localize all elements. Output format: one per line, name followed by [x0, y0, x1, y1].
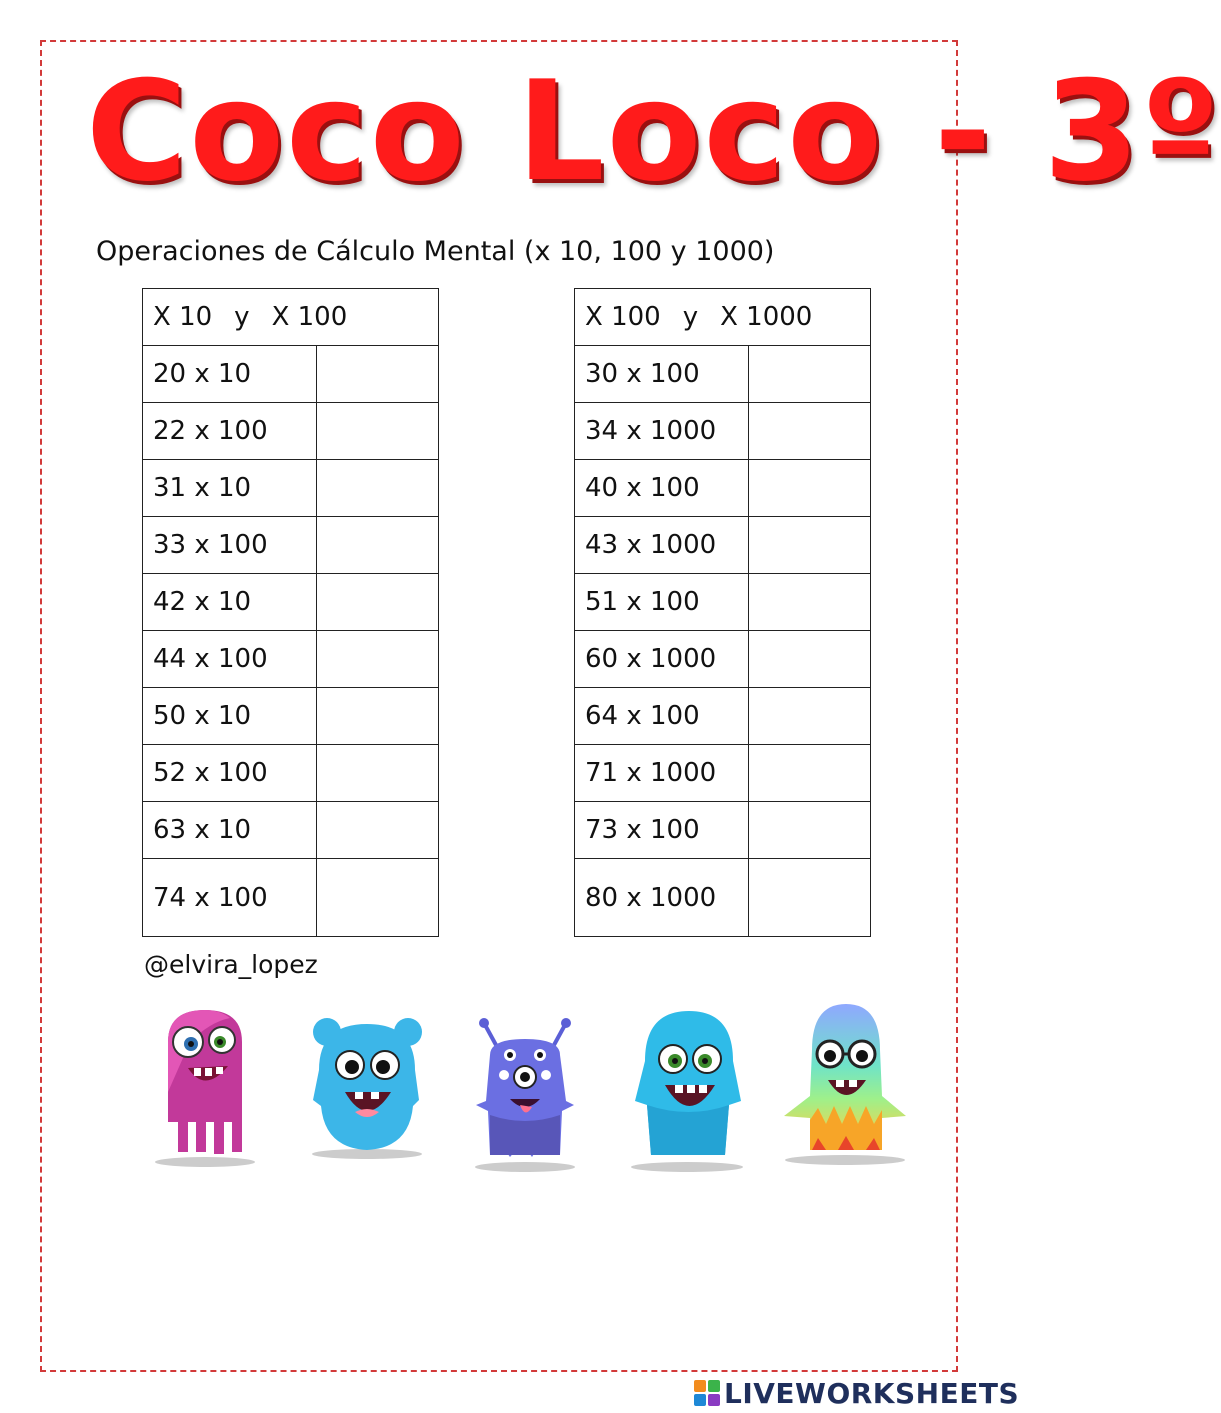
operation-cell: 64 x 100: [575, 688, 749, 745]
answer-input[interactable]: [316, 802, 438, 859]
operation-cell: 60 x 1000: [575, 631, 749, 688]
operation-cell: 20 x 10: [143, 346, 317, 403]
table-row: [575, 346, 871, 403]
answer-input[interactable]: [749, 460, 871, 517]
table-row: [143, 517, 439, 574]
operation-cell: 63 x 10: [143, 802, 317, 859]
operation-cell: 33 x 100: [143, 517, 317, 574]
table-row: [143, 460, 439, 517]
table-row: [575, 460, 871, 517]
worksheet-subtitle: Operaciones de Cálculo Mental (x 10, 100 y 1000): [96, 236, 775, 267]
logo-squares-icon: [694, 1380, 720, 1406]
operation-cell: 44 x 100: [143, 631, 317, 688]
operation-cell: 42 x 10: [143, 574, 317, 631]
operation-cell: 31 x 10: [143, 460, 317, 517]
table-row: [575, 574, 871, 631]
operation-cell: 50 x 10: [143, 688, 317, 745]
operation-cell: 43 x 1000: [575, 517, 749, 574]
brand-name: LIVEWORKSHEETS: [724, 1376, 1020, 1410]
table-row: [143, 631, 439, 688]
table-row: [575, 745, 871, 802]
answer-input[interactable]: [316, 745, 438, 802]
answer-input[interactable]: [316, 460, 438, 517]
operation-cell: 40 x 100: [575, 460, 749, 517]
operation-cell: 34 x 1000: [575, 403, 749, 460]
table-row: [575, 688, 871, 745]
answer-input[interactable]: [316, 346, 438, 403]
table-header: X 100 y X 1000: [575, 289, 871, 346]
table-row: [575, 403, 871, 460]
answer-input[interactable]: [749, 403, 871, 460]
table-row: [143, 745, 439, 802]
answer-input[interactable]: [749, 346, 871, 403]
table-row: [143, 802, 439, 859]
worksheet-title: Coco Loco - 3º: [86, 51, 1221, 212]
table-row: [143, 574, 439, 631]
operation-cell: 51 x 100: [575, 574, 749, 631]
table-x10-x100: [142, 288, 439, 937]
table-row: [575, 802, 871, 859]
table-row: [143, 346, 439, 403]
answer-input[interactable]: [749, 517, 871, 574]
table-row: [143, 859, 439, 937]
operation-cell: 80 x 1000: [575, 859, 749, 937]
operation-cell: 73 x 100: [575, 802, 749, 859]
answer-input[interactable]: [316, 403, 438, 460]
answer-input[interactable]: [749, 688, 871, 745]
operation-cell: 30 x 100: [575, 346, 749, 403]
operation-cell: 22 x 100: [143, 403, 317, 460]
answer-input[interactable]: [316, 574, 438, 631]
operation-cell: 71 x 1000: [575, 745, 749, 802]
rainbow-monster-with-glasses-icon: [778, 1000, 913, 1168]
liveworksheets-logo: [694, 1377, 1019, 1409]
answer-input[interactable]: [749, 859, 871, 937]
table-row: [575, 517, 871, 574]
answer-input[interactable]: [749, 574, 871, 631]
cyan-fluffy-monster-icon: [625, 1005, 750, 1175]
answer-input[interactable]: [316, 517, 438, 574]
answer-input[interactable]: [749, 802, 871, 859]
table-row: [575, 859, 871, 937]
answer-input[interactable]: [316, 859, 438, 937]
answer-input[interactable]: [749, 631, 871, 688]
purple-alien-monster-icon: [470, 1015, 580, 1173]
table-row: [143, 403, 439, 460]
operation-cell: 52 x 100: [143, 745, 317, 802]
answer-input[interactable]: [316, 631, 438, 688]
table-row: [143, 688, 439, 745]
table-row: [575, 631, 871, 688]
blue-fluffy-monster-icon: [305, 1010, 430, 1160]
pink-monster-icon: [150, 1002, 260, 1170]
author-credit: @elvira_lopez: [144, 950, 318, 979]
table-x100-x1000: [574, 288, 871, 937]
answer-input[interactable]: [316, 688, 438, 745]
table-header: X 10 y X 100: [143, 289, 439, 346]
answer-input[interactable]: [749, 745, 871, 802]
operation-cell: 74 x 100: [143, 859, 317, 937]
